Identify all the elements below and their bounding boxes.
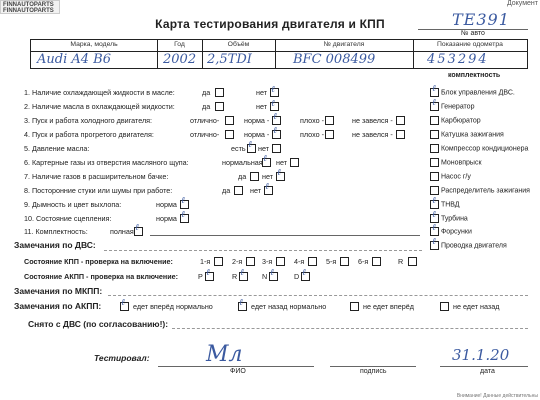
check-6: 6. Картерные газы из отверстия масляного щупа: — [24, 158, 189, 167]
opt-da-1: да — [202, 88, 211, 97]
gear-3: 3-я — [262, 257, 273, 266]
check-5: 5. Давление масла: — [24, 144, 90, 153]
gear-5: 5-я — [326, 257, 337, 266]
tested-by-label: Тестировал: — [94, 353, 150, 363]
sign-line — [330, 366, 416, 367]
remarks-dvs-line[interactable] — [104, 250, 422, 251]
checkbox-net-5[interactable] — [272, 144, 281, 153]
opt-otl-3: отлично- — [190, 116, 220, 125]
opt-norma-9: норма — [156, 200, 177, 209]
checkbox-da-1[interactable] — [215, 88, 224, 97]
header-model: Марка, модель — [70, 41, 118, 48]
kit-item-7: Насос г/у — [430, 172, 471, 181]
checkbox-da-8[interactable] — [234, 186, 243, 195]
date-label: дата — [480, 368, 495, 375]
opt-net-6: нет — [276, 158, 288, 167]
kit-item-3: Карбюратор — [430, 116, 481, 125]
opt-da-7: да — [238, 172, 247, 181]
opt-ploho-4: плохо - — [300, 130, 324, 139]
gear-4: 4-я — [294, 257, 305, 266]
opt-net-5: нет — [258, 144, 270, 153]
opt-est-5: есть — [231, 144, 246, 153]
value-engine-no: BFC 008499 — [293, 52, 376, 67]
akpp-opt-3-checkbox[interactable] — [350, 302, 359, 311]
opt-net-2: нет — [256, 102, 268, 111]
check-10: 10. Состояние сцепления: — [24, 214, 112, 223]
header-engine-no: № двигателя — [323, 41, 365, 48]
check-1: 1. Наличие охлаждающей жидкости в масле: — [24, 88, 175, 97]
akpp-n: N — [262, 272, 268, 281]
akpp-opt-3: не едет вперёд — [363, 302, 414, 311]
kpp-state-label: Состояние КПП - проверка на включение: — [24, 257, 173, 266]
complect-line — [150, 235, 420, 236]
checkbox-net-6[interactable] — [290, 158, 299, 167]
complect-header: комплектность — [448, 72, 501, 79]
kit-item-8: Распределитель зажигания — [430, 186, 530, 195]
checkbox-ploho-3[interactable] — [325, 116, 334, 125]
check-3: 3. Пуск и работа холодного двигателя: — [24, 116, 153, 125]
auto-number-label: № авто — [461, 30, 485, 37]
kit-item-2: Генератор — [430, 102, 474, 111]
opt-polnaya-11: полная — [110, 227, 134, 236]
value-volume: 2,5TDI — [207, 52, 252, 67]
akpp-opt-4-checkbox[interactable] — [440, 302, 449, 311]
gear-6: 6-я — [358, 257, 369, 266]
gear-r-checkbox[interactable] — [408, 257, 417, 266]
opt-norma-4: норма - — [244, 130, 270, 139]
opt-norma-3: норма - — [244, 116, 270, 125]
auto-number-line — [418, 29, 528, 30]
check-11: 11. Комплектность: — [24, 227, 88, 236]
gear-2-checkbox[interactable] — [246, 257, 255, 266]
remarks-mkpp-line[interactable] — [108, 295, 528, 296]
akpp-opt-1: едет вперёд нормально — [133, 302, 213, 311]
checkbox-otl-4[interactable] — [225, 130, 234, 139]
opt-nz-4: не завелся - — [352, 130, 393, 139]
removed-line[interactable] — [172, 328, 528, 329]
check-2: 2. Наличие масла в охлаждающей жидкости: — [24, 102, 175, 111]
kit-item-1: Блок управления ДВС. — [430, 88, 515, 97]
date-line — [440, 366, 528, 367]
opt-net-7: нет — [262, 172, 274, 181]
gear-r: R — [398, 257, 404, 266]
check-4: 4. Пуск и работа прогретого двигателя: — [24, 130, 154, 139]
opt-normal-6: нормальная — [222, 158, 263, 167]
check-9: 9. Дымность и цвет выхлопа: — [24, 200, 122, 209]
kit-item-4: Катушка зажигания — [430, 130, 504, 139]
date-value: 31.1.20 — [452, 346, 510, 364]
fio-label: ФИО — [230, 368, 246, 375]
vehicle-table — [30, 39, 528, 69]
kit-item-11: Форсунки — [430, 227, 472, 236]
opt-nz-3: не завелся - — [352, 116, 393, 125]
header-odometer: Показание одометра — [437, 41, 503, 48]
corner-tag: Документ — [506, 0, 538, 7]
opt-da-2: да — [202, 102, 211, 111]
opt-otl-4: отлично- — [190, 130, 220, 139]
brand-logo: FINNAUTOPARTS FINNAUTOPARTS — [0, 0, 60, 14]
sign-label: подпись — [360, 368, 387, 375]
checkbox-otl-3[interactable] — [225, 116, 234, 125]
opt-norma-10: норма — [156, 214, 177, 223]
checkbox-nz-4[interactable] — [396, 130, 405, 139]
header-volume: Объём — [227, 41, 250, 48]
opt-net-1: нет — [256, 88, 268, 97]
remarks-dvs-label: Замечания по ДВС: — [14, 240, 96, 250]
page-title: Карта тестирования двигателя и КПП — [155, 17, 385, 31]
opt-ploho-3: плохо - — [300, 116, 324, 125]
gear-5-checkbox[interactable] — [340, 257, 349, 266]
remarks-akpp-label: Замечания по АКПП: — [14, 301, 102, 311]
checkbox-da-7[interactable] — [250, 172, 259, 181]
auto-number-value: ТЕ391 — [452, 10, 510, 29]
checkbox-da-2[interactable] — [215, 102, 224, 111]
removed-label: Снято с ДВС (по согласованию!): — [28, 319, 169, 329]
opt-net-8: нет — [250, 186, 262, 195]
opt-da-8: да — [222, 186, 231, 195]
header-year: Год — [174, 41, 185, 48]
kit-item-10: Турбина — [430, 214, 468, 223]
checkbox-nz-3[interactable] — [396, 116, 405, 125]
gear-4-checkbox[interactable] — [308, 257, 317, 266]
signature: Мл — [206, 342, 243, 367]
akpp-d: D — [294, 272, 300, 281]
kit-item-6: Моновпрыск — [430, 158, 482, 167]
value-odometer: 453294 — [427, 52, 489, 67]
check-8: 8. Посторонние стуки или шумы при работе: — [24, 186, 173, 195]
gear-1-checkbox[interactable] — [214, 257, 223, 266]
value-year: 2002 — [163, 52, 197, 67]
akpp-p: P — [198, 272, 203, 281]
gear-3-checkbox[interactable] — [276, 257, 285, 266]
kit-item-12: Проводка двигателя — [430, 241, 507, 250]
gear-6-checkbox[interactable] — [372, 257, 381, 266]
footer-note: Внимание! Данные действительны — [456, 393, 538, 399]
akpp-opt-4: не едет назад — [453, 302, 500, 311]
checkbox-ploho-4[interactable] — [325, 130, 334, 139]
akpp-state-label: Состояние АКПП - проверка на включение: — [24, 272, 179, 281]
gear-1: 1-я — [200, 257, 211, 266]
value-model: Audi A4 B6 — [37, 52, 111, 67]
kit-item-5: Компрессор кондиционера — [430, 144, 528, 153]
kit-item-9: ТНВД — [430, 200, 460, 209]
remarks-mkpp-label: Замечания по МКПП: — [14, 286, 103, 296]
akpp-r: R — [232, 272, 238, 281]
gear-2: 2-я — [232, 257, 243, 266]
akpp-opt-2: едет назад нормально — [251, 302, 327, 311]
check-7: 7. Наличие газов в расширительном бачке: — [24, 172, 169, 181]
